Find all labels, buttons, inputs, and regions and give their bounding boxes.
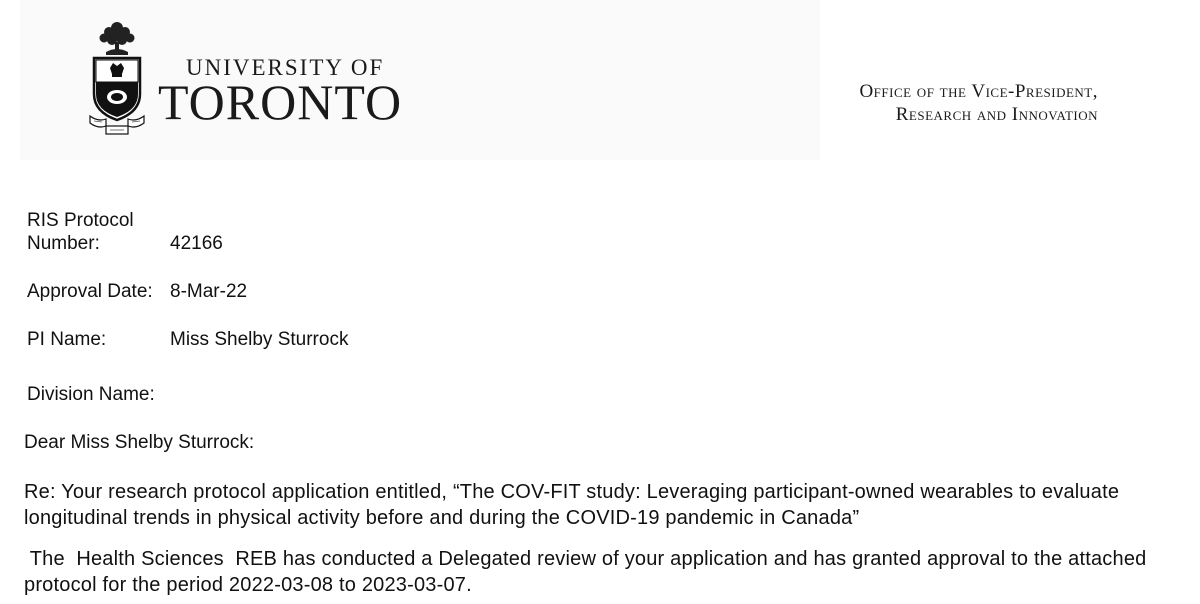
protocol-number-label-line2: Number: bbox=[27, 233, 100, 254]
salutation: Dear Miss Shelby Sturrock: bbox=[24, 432, 255, 453]
approval-paragraph: The Health Sciences REB has conducted a Delegated review of your application and has granted approval to the attached protocol for the period 2022-03-08 to 2023-03-07. bbox=[24, 548, 1153, 596]
office-line-1: Office of the Vice-President, bbox=[859, 81, 1098, 102]
protocol-number-value: 42166 bbox=[170, 233, 223, 254]
university-name-main: TORONTO bbox=[158, 74, 403, 130]
approval-date-label: Approval Date: bbox=[27, 281, 153, 302]
pi-name-label: PI Name: bbox=[27, 329, 107, 350]
approval-date-value: 8-Mar-22 bbox=[170, 281, 248, 302]
re-line-paragraph: Re: Your research protocol application entitled, “The COV-FIT study: Leveraging participant-owned wearables to evaluate longitudinal trends in physical activity before and during the COVID-19 pandemic in Canada” bbox=[24, 481, 1120, 529]
pi-name-value: Miss Shelby Sturrock bbox=[170, 329, 349, 350]
university-crest-logo bbox=[88, 16, 146, 138]
office-line-2: Research and Innovation bbox=[895, 104, 1098, 125]
protocol-number-label-line1: RIS Protocol bbox=[27, 210, 134, 231]
division-name-label: Division Name: bbox=[27, 384, 155, 405]
university-name-top: UNIVERSITY OF bbox=[186, 55, 385, 80]
office-name bbox=[859, 80, 1098, 126]
